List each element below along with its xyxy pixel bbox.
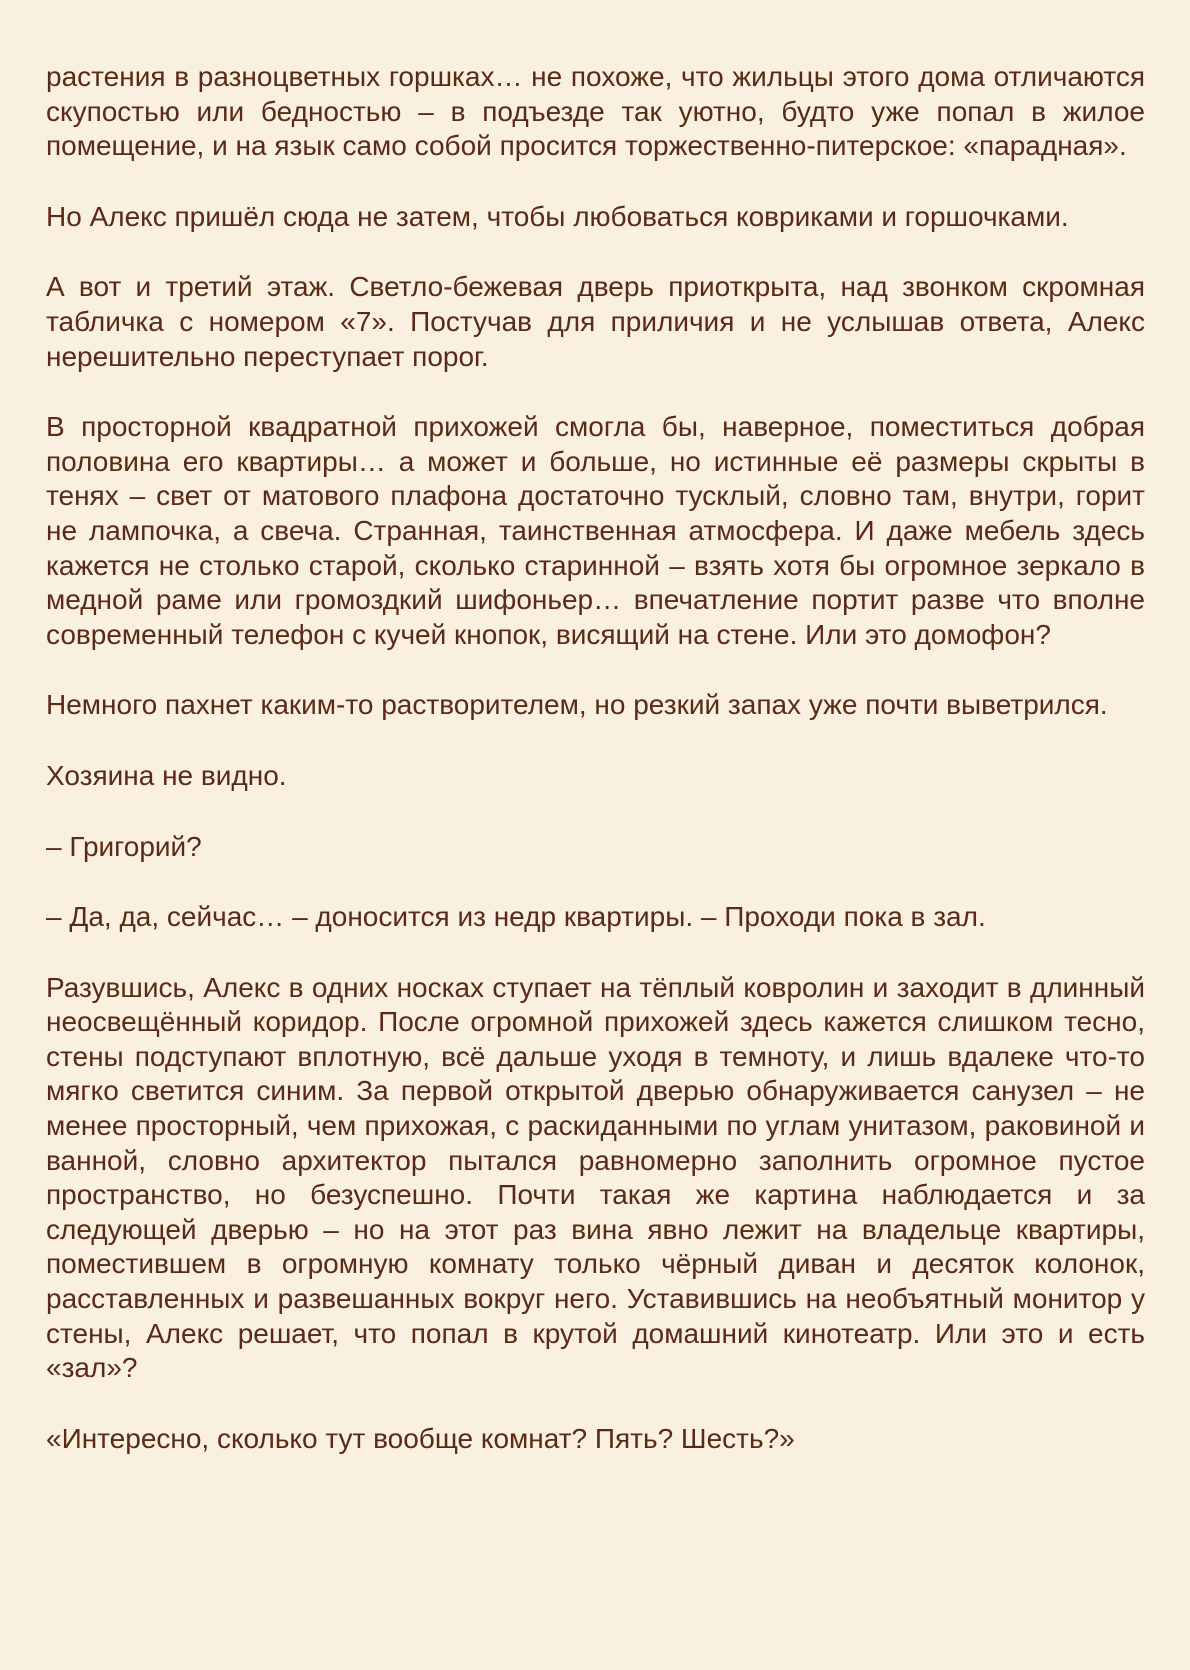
- paragraph-1: растения в разноцветных горшках… не похоже, что жильцы этого дома отличаются скупостью или бедностью – в подъезде так уютно, будто уже попал в жилое помещение, и на язык само собой просится торжественно-питерское: «парадная».: [46, 61, 1145, 162]
- paragraph-5: Немного пахнет каким-то растворителем, но резкий запах уже почти выветрился.: [46, 689, 1108, 721]
- paragraph-9: Разувшись, Алекс в одних носках ступает на тёплый ковролин и заходит в длинный неосвещённый коридор. После огромной прихожей здесь кажется слишком тесно, стены подступают вплотную, всё дальше уходя в темноту, и лишь вдалеке что-то мягко светится синим. За первой открытой дверью обнаруживается санузел – не менее просторный, чем прихожая, с раскиданными по углам унитазом, раковиной и ванной, словно архитектор пытался равномерно заполнить огромное пустое пространство, но безуспешно. Почти такая же картина наблюдается и за следующей дверью – но на этот раз вина явно лежит на владельце квартиры, поместившем в огромную комнату только чёрный диван и десяток колонок, расставленных и развешанных вокруг него. Уставившись на необъятный монитор у стены, Алекс решает, что попал в крутой домашний кинотеатр. Или это и есть «зал»?: [46, 971, 1145, 1384]
- paragraph-2: Но Алекс пришёл сюда не затем, чтобы любоваться ковриками и горшочками.: [46, 200, 1069, 232]
- paragraph-3: А вот и третий этаж. Светло-бежевая дверь приоткрыта, над звонком скромная табличка с номером «7». Постучав для приличия и не услышав ответа, Алекс нерешительно переступает порог.: [46, 271, 1145, 372]
- paragraph-8: – Да, да, сейчас… – доносится из недр квартиры. – Проходи пока в зал.: [46, 901, 986, 933]
- paragraph-4: В просторной квадратной прихожей смогла бы, наверное, поместиться добрая половина его квартиры… а может и больше, но истинные её размеры скрыты в тенях – свет от матового плафона достаточно тусклый, словно там, внутри, горит не лампочка, а свеча. Странная, таинственная атмосфера. И даже мебель здесь кажется не столько старой, сколько старинной – взять хотя бы огромное зеркало в медной раме или громоздкий шифоньер… впечатление портит разве что вполне современный телефон с кучей кнопок, висящий на стене. Или это домофон?: [46, 411, 1145, 650]
- paragraph-10: «Интересно, сколько тут вообще комнат? Пять? Шесть?»: [46, 1422, 795, 1454]
- paragraph-6: Хозяина не видно.: [46, 759, 287, 791]
- paragraph-7: – Григорий?: [46, 830, 202, 862]
